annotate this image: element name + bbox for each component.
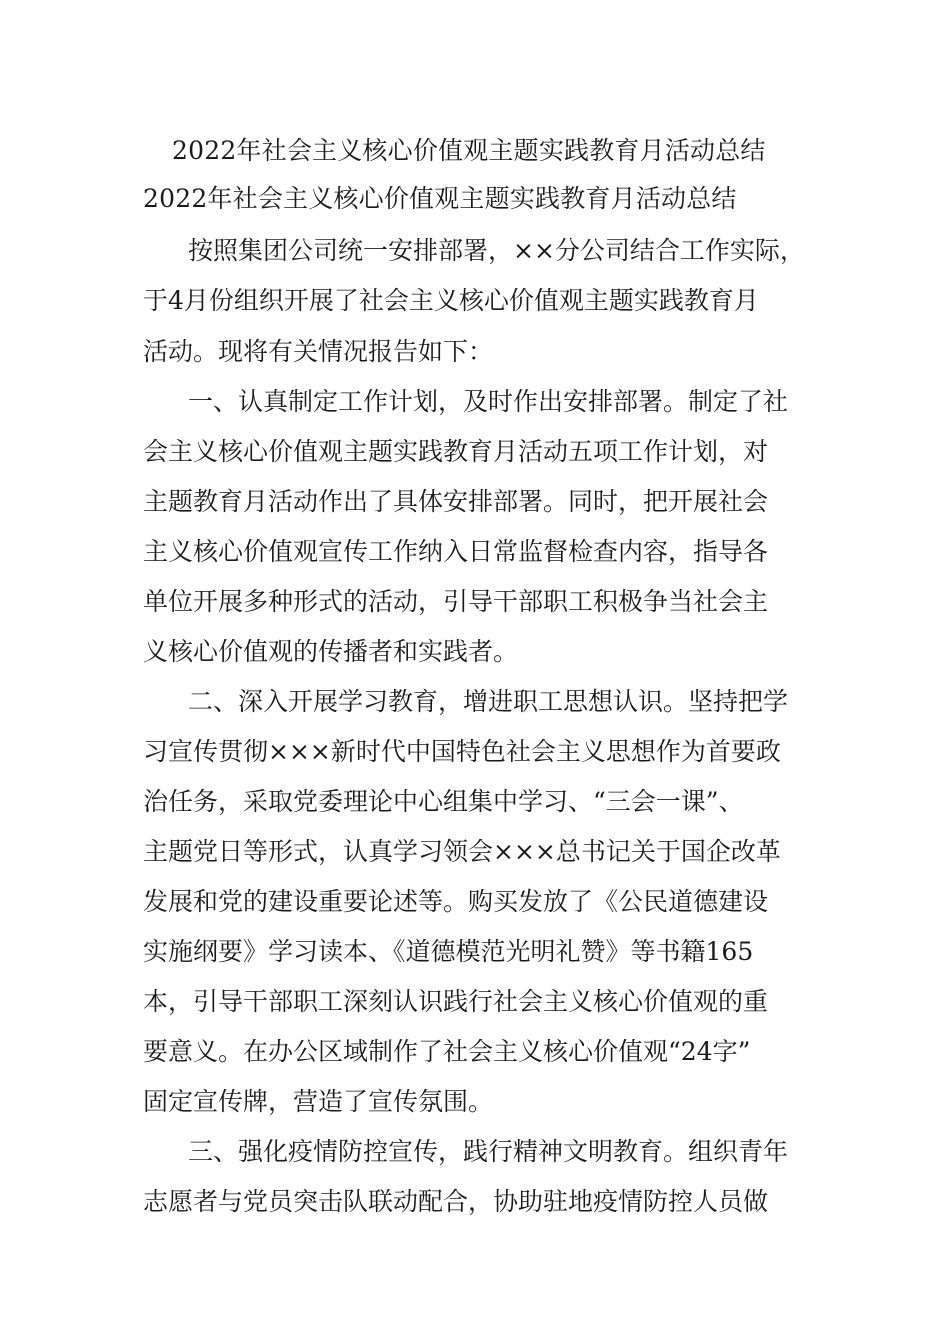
paragraph-line: 本，引导干部职工深刻认识践行社会主义核心价值观的重	[143, 987, 769, 1016]
document-title-line-1: 2022年社会主义核心价值观主题实践教育月活动总结	[172, 136, 766, 165]
paragraph-line: 一、认真制定工作计划，及时作出安排部署。制定了社	[188, 387, 789, 416]
paragraph-line: 义核心价值观的传播者和实践者。	[143, 637, 519, 666]
document-title-line-2: 2022年社会主义核心价值观主题实践教育月活动总结	[143, 184, 737, 213]
paragraph-line: 发展和党的建设重要论述等。购买发放了《公民道德建设	[143, 887, 769, 916]
paragraph-line: 会主义核心价值观主题实践教育月活动五项工作计划，对	[143, 437, 769, 466]
paragraph-line: 要意义。在办公区域制作了社会主义核心价值观“24字”	[143, 1037, 751, 1066]
paragraph-line: 三、强化疫情防控宣传，践行精神文明教育。组织青年	[188, 1137, 789, 1166]
paragraph-line: 习宣传贯彻×××新时代中国特色社会主义思想作为首要政	[143, 737, 781, 766]
paragraph-line: 志愿者与党员突击队联动配合，协助驻地疫情防控人员做	[143, 1187, 769, 1216]
paragraph-line: 按照集团公司统一安排部署，××分公司结合工作实际，	[188, 236, 805, 265]
paragraph-line: 活动。现将有关情况报告如下：	[143, 337, 494, 366]
paragraph-line: 治任务，采取党委理论中心组集中学习、“三会一课”、	[143, 787, 744, 816]
paragraph-line: 主题党日等形式，认真学习领会×××总书记关于国企改革	[143, 837, 781, 866]
paragraph-line: 固定宣传牌，营造了宣传氛围。	[143, 1087, 494, 1116]
paragraph-line: 实施纲要》学习读本、《道德模范光明礼赞》等书籍165	[143, 937, 754, 966]
paragraph-line: 主题教育月活动作出了具体安排部署。同时，把开展社会	[143, 487, 769, 516]
paragraph-line: 二、深入开展学习教育，增进职工思想认识。坚持把学	[188, 687, 789, 716]
paragraph-line: 主义核心价值观宣传工作纳入日常监督检查内容，指导各	[143, 537, 769, 566]
paragraph-line: 于4月份组织开展了社会主义核心价值观主题实践教育月	[143, 286, 759, 315]
paragraph-line: 单位开展多种形式的活动，引导干部职工积极争当社会主	[143, 587, 769, 616]
